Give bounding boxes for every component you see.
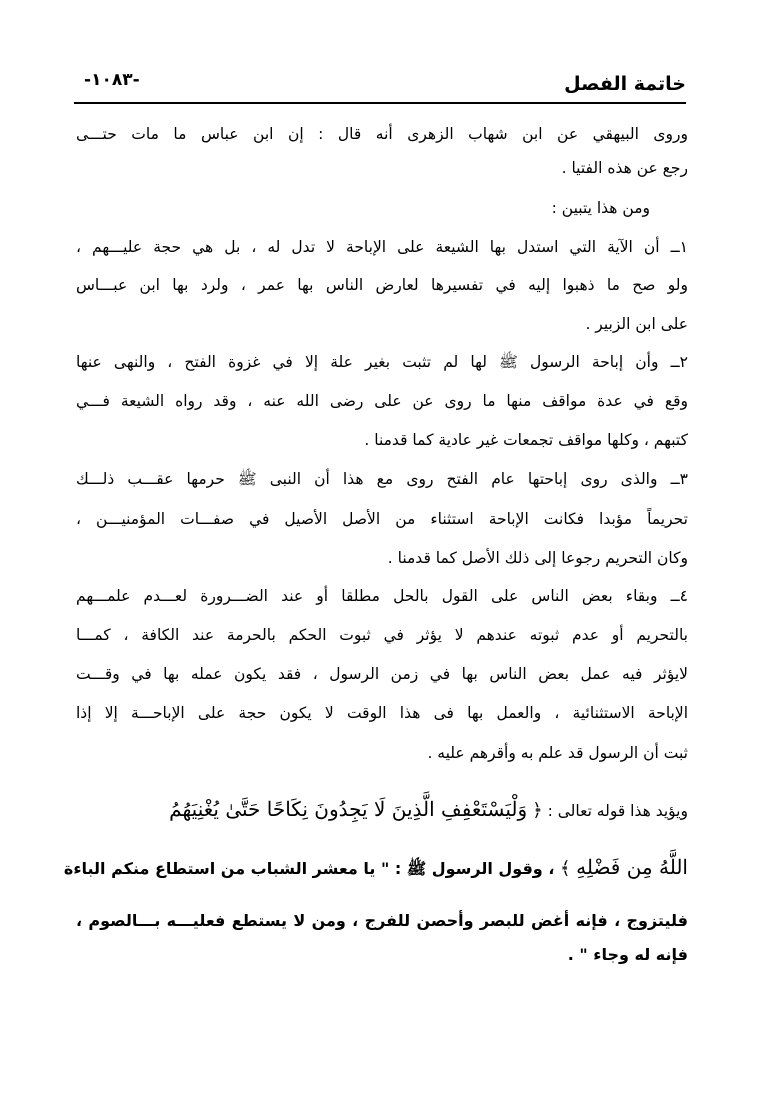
text-line: ٢ــ وأن إباحة الرسول ﷺ لها لم تثبت بغير علة إلا في غزوة الفتح ، والنهى عنها — [76, 353, 688, 371]
text-line: على ابن الزبير . — [585, 315, 688, 333]
text-line: ومن هذا يتبين : — [551, 199, 650, 217]
text-line: الإباحة الاستثنائية ، والعمل بها فى هذا الوقت لا يكون حجة على الإباحـــة إلا إذا — [76, 704, 688, 722]
text-line: رجع عن هذه الفتيا . — [561, 159, 688, 177]
text-line: ثبت أن الرسول قد علم به وأقرهم عليه . — [427, 744, 688, 762]
verse-line-1 — [76, 792, 688, 828]
page-header — [74, 66, 686, 104]
text-line: ١ــ أن الآية التي استدل بها الشيعة على الإباحة لا تدل له ، بل هي حجة عليـــهم ، — [76, 238, 688, 256]
text-line: وكان التحريم رجوعا إلى ذلك الأصل كما قدمنا . — [387, 549, 688, 567]
text-line: ولو صح ما ذهبوا إليه في تفسيرها لعارض الناس بها عمر ، ولرد بها ابن عبـــاس — [76, 276, 688, 294]
text-line: فإنه له وجاء " . — [567, 945, 688, 964]
text-line: فليتزوج ، فإنه أغض للبصر وأحصن للفرج ، ومن لا يستطع فعليـــه بـــالصوم ، — [76, 911, 688, 930]
open-quran-bracket: ﴿ — [532, 800, 543, 821]
text-line: ٣ــ والذى روى إباحتها عام الفتح روى مع هذا أن النبى ﷺ حرمها عقـــب ذلـــك — [76, 470, 688, 488]
text-line: تحريماً مؤبدا فكانت الإباحة استثناء من الأصل الأصيل في صفـــات المؤمنيـــن ، — [76, 510, 688, 528]
text-line: لايؤثر فيه عمل بعض الناس بها في زمن الرسول ، فقد يكون عمله بها في وقـــت — [76, 665, 688, 683]
verse-intro: ويؤيد هذا قوله تعالى : — [547, 802, 688, 820]
close-quran-bracket: ﴾ — [559, 858, 571, 879]
text-line: بالتحريم أو عدم ثبوته عندهم لا يؤثر في ثبوت الحكم بالحرمة عند الكافة ، كمـــا — [76, 626, 688, 644]
hadith-text: ، وقول الرسول ﷺ : " يا معشر الشباب من استطاع منكم الباءة — [63, 859, 555, 878]
chapter-title: خاتمة الفصل — [564, 73, 686, 95]
text-line: وروى البيهقي عن ابن شهاب الزهرى أنه قال : إن ابن عباس ما مات حتـــى — [76, 125, 688, 143]
text-line: وقع في عدة مواقف منها ما روى عن على رضى الله عنه ، وقد رواه الشيعة فـــي — [76, 392, 688, 410]
verse-line-2 — [63, 852, 688, 884]
text-line: ٤ــ وبقاء بعض الناس على القول بالحل مطلقا أو عند الضـــرورة لعـــدم علمـــهم — [76, 587, 688, 605]
quran-verse-end: اللَّهُ مِن فَضْلِهِ — [576, 855, 688, 879]
page-number: -١٠٨٣- — [84, 70, 140, 90]
text-line: كتبهم ، وكلها مواقف تجمعات غير عادية كما قدمنا . — [364, 431, 688, 449]
quran-verse: وَلْيَسْتَعْفِفِ الَّذِينَ لَا يَجِدُونَ نِكَاحًا حَتَّىٰ يُغْنِيَهُمُ — [169, 797, 528, 821]
